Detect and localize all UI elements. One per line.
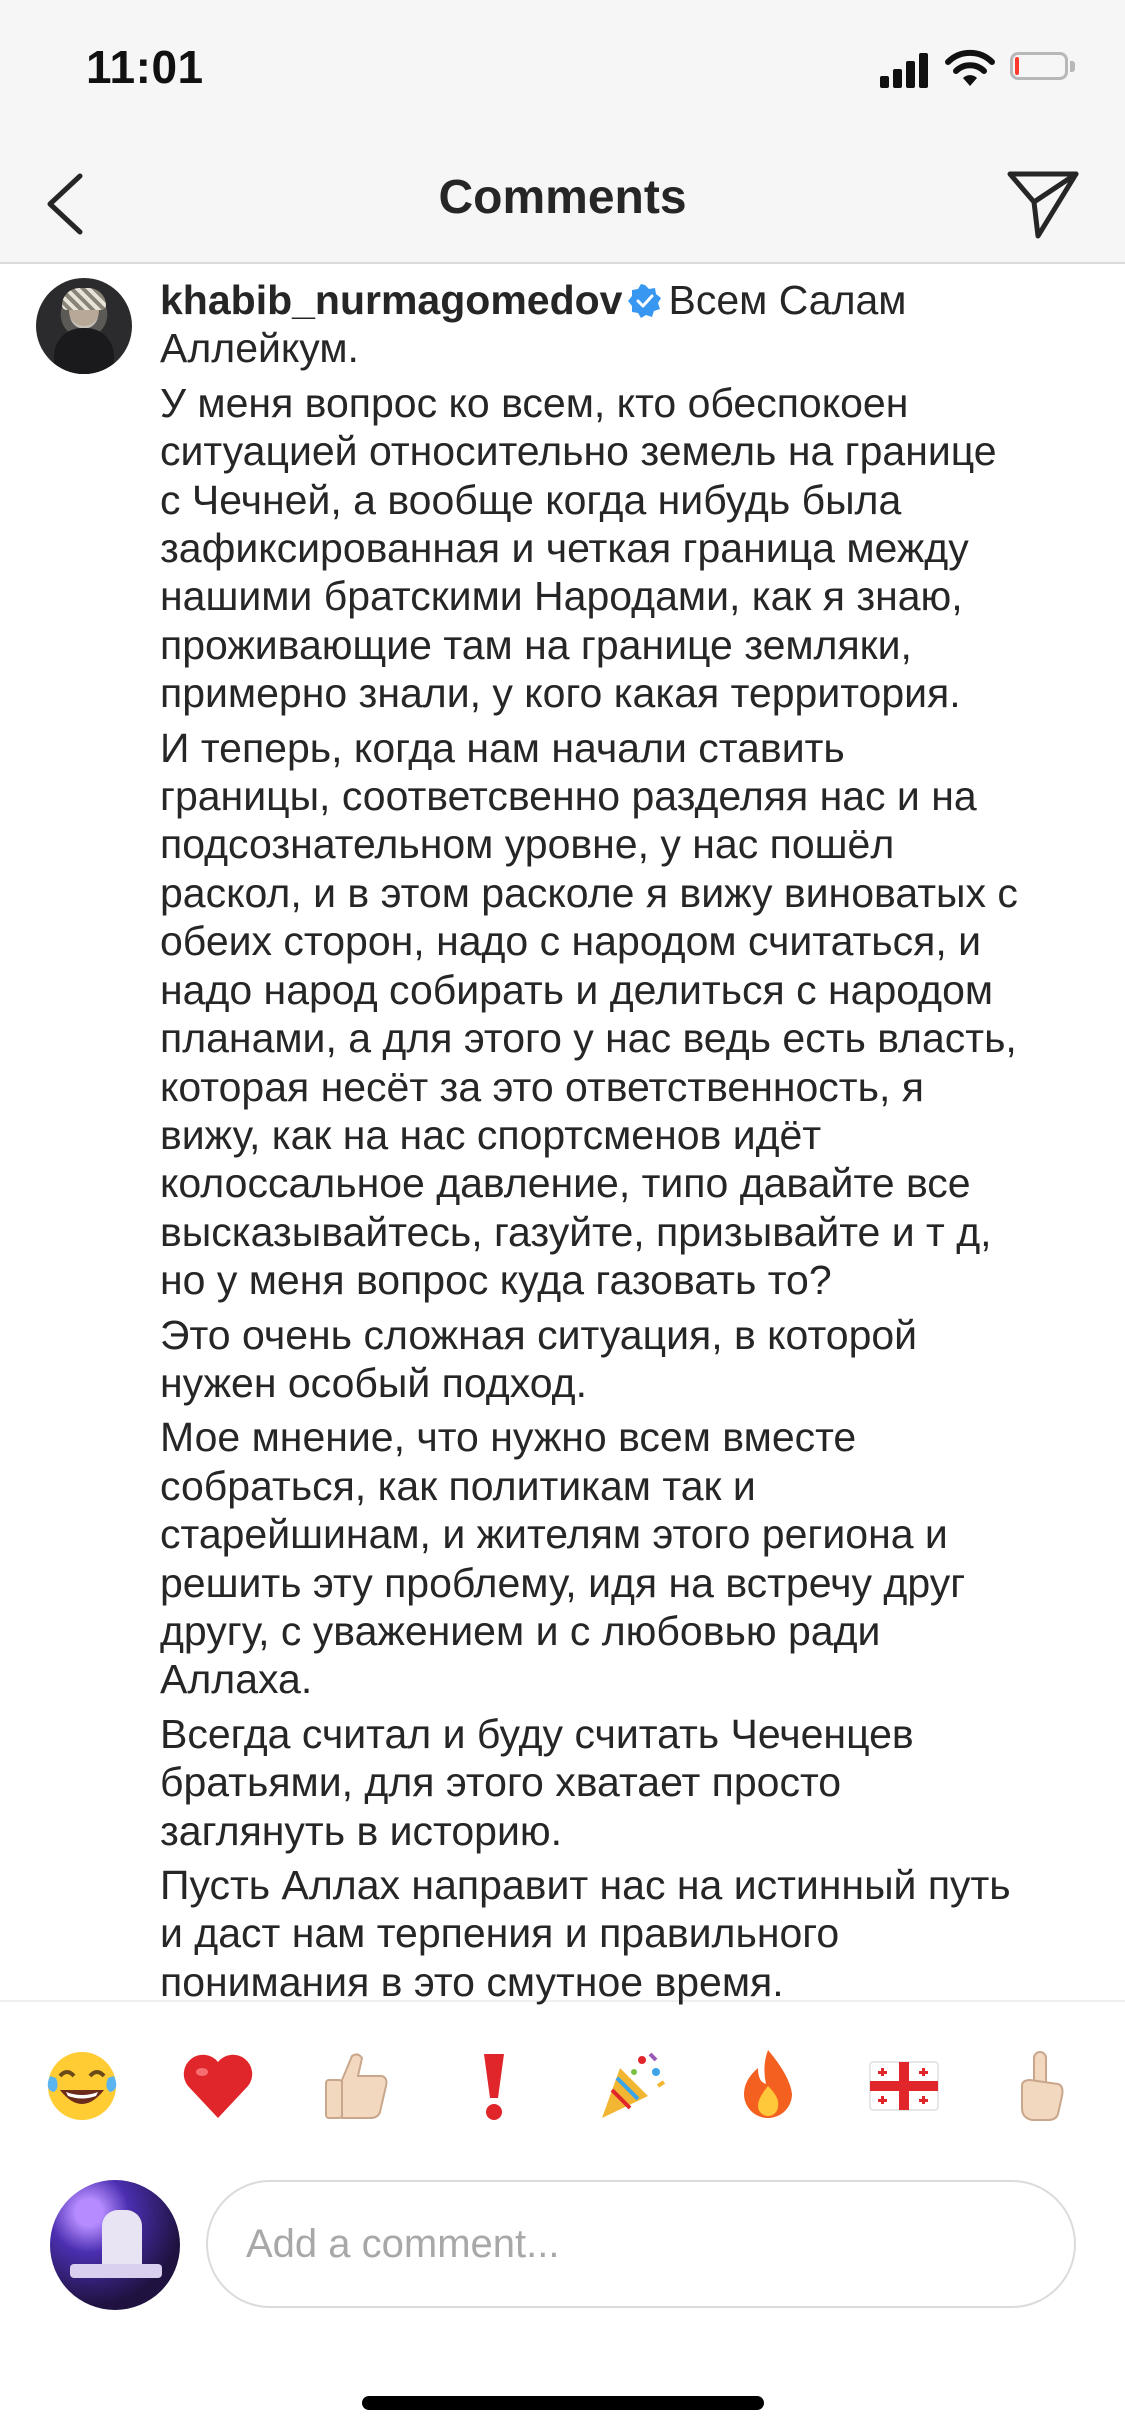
battery-level [1015, 57, 1019, 75]
heavy-exclamation-emoji-icon[interactable] [454, 2046, 534, 2126]
fire-emoji-icon[interactable] [728, 2046, 808, 2126]
comment-body [160, 276, 1120, 2012]
georgia-flag-emoji-icon[interactable] [864, 2046, 944, 2126]
comment-input[interactable] [206, 2180, 1076, 2308]
comment-text-first: Всем Салам Аллейкум. [160, 277, 907, 372]
caption-comment [0, 264, 1125, 2005]
party-popper-emoji-icon[interactable] [590, 2046, 670, 2126]
wifi-icon [944, 48, 996, 88]
verified-badge-icon [628, 284, 662, 318]
status-time: 11:01 [86, 41, 204, 93]
comment-paragraph: Это очень сложная ситуация, в которой нужен особый подход. [160, 1311, 918, 1406]
home-indicator[interactable] [362, 2396, 764, 2410]
comment-paragraph: Мое мнение, что нужно всем вместе собраться, как политикам так и старейшинам, и жителям этого региона и решить эту проблему, идя на встречу друг другу, с уважением и с любовью ради Аллаха. [160, 1414, 966, 1703]
comment-paragraph [160, 276, 1120, 373]
thumbs-up-emoji-icon[interactable] [316, 2046, 396, 2126]
comment-paragraph: И теперь, когда нам начали ставить границы, соответсвенно разделяя нас и на подсознательном уровне, у нас пошёл раскол, и в этом расколе я вижу виноватых с обеих сторон, надо с народом считаться, и надо народ собирать и делиться с народом планами, а для этого у нас ведь есть власть, которая несёт за это ответственность, я вижу, как на нас спортсменов идёт колоссальное давление, типо давайте все высказывайтесь, газуйте, призывайте и т д, но у меня вопрос куда газовать то? [160, 724, 1018, 1304]
username-link[interactable]: khabib_nurmagomedov [160, 277, 623, 323]
red-heart-emoji-icon[interactable] [178, 2046, 258, 2126]
current-user-avatar [50, 2180, 180, 2310]
comment-paragraph: Всегда считал и буду считать Чеченцев братьями, для этого хватает просто заглянуть в историю. [160, 1710, 914, 1854]
cellular-signal-icon [880, 52, 930, 88]
paper-plane-icon[interactable] [1002, 162, 1082, 240]
emoji-quick-bar [0, 2002, 1125, 2170]
tears-of-joy-emoji-icon[interactable] [42, 2046, 122, 2126]
page-title: Comments [438, 171, 687, 224]
status-bar [0, 0, 1125, 140]
comment-paragraph: Пусть Аллах направит нас на истинный путь и даст нам терпения и правильного понимания в это смутное время. [160, 1862, 1011, 2005]
comment-paragraph: У меня вопрос ко всем, кто обеспокоен ситуацией относительно земель на границе с Чечней, а вообще когда нибудь была зафиксированная и четкая граница между нашими братскими Народами, как я знаю, проживающие там на границе земляки, примерно знали, у кого какая территория. [160, 379, 997, 717]
battery-icon [1010, 52, 1078, 84]
avatar[interactable] [36, 278, 132, 374]
comment-composer [0, 2170, 1125, 2360]
index-pointing-up-emoji-icon[interactable] [1000, 2046, 1080, 2126]
nav-bar [0, 140, 1125, 264]
